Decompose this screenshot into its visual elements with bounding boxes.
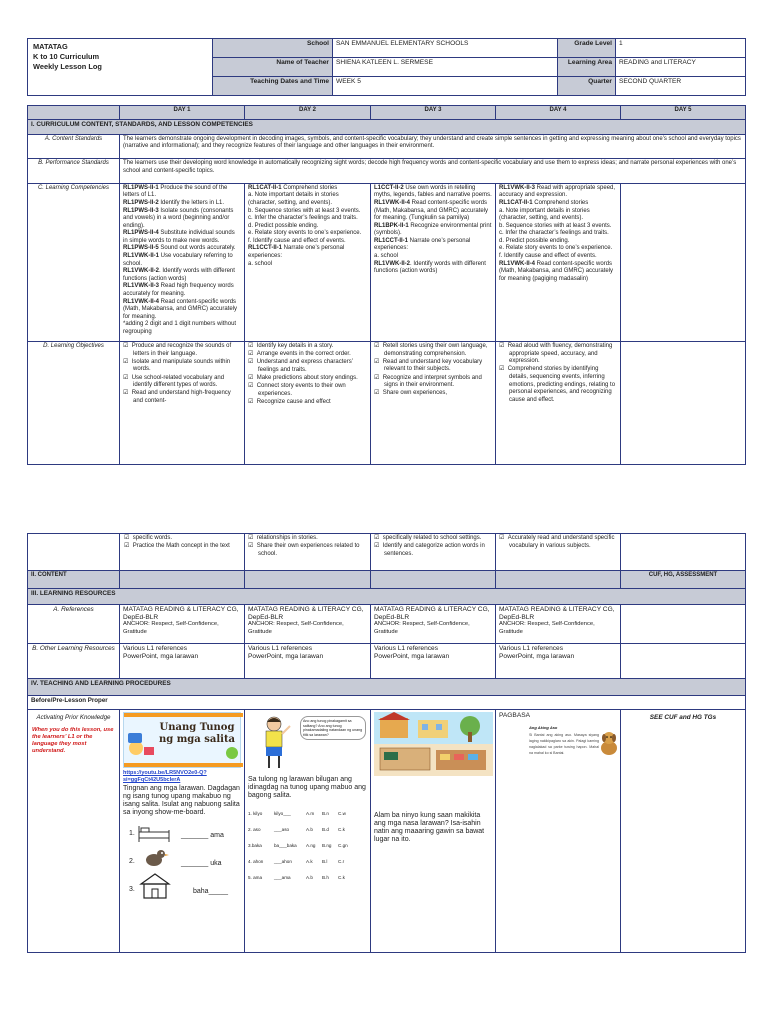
competency-item: RL1VWK-II-4 Read content-specific words (Math, Makabansa, and GMRC) accurately for meaning. (Tungkulin sa pamilya) <box>374 199 489 222</box>
exercise-cell: 5. ama <box>248 875 263 881</box>
competency-item: RL1VWK-II-4 Read content-specific words (Math, Makabansa, and GMRC) accurately for meaning (pagiging madasalin) <box>499 260 614 282</box>
quarter-value: SECOND QUARTER <box>616 77 746 96</box>
teacher-label: Name of Teacher <box>213 58 333 77</box>
house-icon <box>139 872 171 900</box>
activating-label-cell <box>28 710 120 953</box>
objectives-label: D. Learning Objectives <box>28 342 120 465</box>
competency-item: b. Sequence stories with at least 3 events. <box>499 222 612 229</box>
objective-item: ☑ Produce and recognize the sounds of letters in their language. <box>123 343 241 358</box>
exercise-cell: ___aso <box>274 827 290 833</box>
objective-item: ☑ Arrange events in the correct order. <box>248 351 367 359</box>
exercise-cell: 4. ahon <box>248 859 264 865</box>
quarter-label: Quarter <box>558 77 616 96</box>
exercise-cell: B.n <box>322 811 329 817</box>
dates-value: WEEK 5 <box>333 77 558 96</box>
content-standards-text: The learners demonstrate ongoing development in decoding images, symbols, and content-specific vocabulary; they understand and create simple sentences in getting and expressing meaning about one’s school and everyday topics (narrative and informational); and they recognize features of their language and other languages in their environment. <box>120 134 746 159</box>
competency-item: e. Relate story events to one’s experience. <box>499 245 613 252</box>
exercise-row <box>248 838 367 854</box>
competency-item: c. Infer the character’s feelings and traits. <box>248 215 358 222</box>
exercise-cell: A.b <box>306 827 313 833</box>
header-table <box>27 38 746 96</box>
competency-item: RL1PWS-II-3 Isolate sounds (consonants and vowels) in a word (beginning and/or ending). <box>123 207 234 229</box>
competency-item: RL1VWK-II-3 Read high frequency words accurately for meaning. <box>123 283 234 298</box>
day2-illustration <box>248 712 367 770</box>
exercise-cell: C.k <box>338 827 345 833</box>
competency-item: f. Identify cause and effect of events. <box>248 237 346 244</box>
day1-instructions: Tingnan ang mga larawan. Dagdagan ng isang tunog upang makabuo ng isang salita. Isulat ang nabuong salita sa inyong show-me-board. <box>123 785 240 817</box>
exercise-row <box>248 822 367 838</box>
objective-item: ☑ Connect story events to their own experiences. <box>248 383 367 398</box>
area-label: Learning Area <box>558 58 616 77</box>
objective-item: ☑ Isolate and manipulate sounds within words. <box>123 359 241 374</box>
objectives-day2 <box>245 342 371 465</box>
activity-day2 <box>245 710 371 953</box>
objective-item: ☑ specific words. <box>124 535 241 543</box>
competency-item: b. Sequence stories with at least 3 events. <box>248 207 361 214</box>
activity-day4 <box>496 710 621 953</box>
grade-label: Grade Level <box>558 39 616 58</box>
before-lesson-title: Before/Pre-Lesson Proper <box>28 695 746 709</box>
day1-header: DAY 1 <box>120 106 245 120</box>
exercise-cell: ___ama <box>274 875 291 881</box>
competency-item: d. Predict possible ending. <box>248 222 319 229</box>
objective-item: ☑ Retell stories using their own language, demonstrating comprehension. <box>374 343 492 358</box>
exercise-cell: C.r <box>338 859 345 865</box>
objective-item: ☑ Recognize and interpret symbols and signs in their environment. <box>374 375 492 390</box>
competency-item: RL1VWK-II-3 Read with appropriate speed, accuracy and expression. <box>499 184 616 199</box>
exercise-cell: ba___baka <box>274 843 297 849</box>
day4-header: DAY 4 <box>496 106 621 120</box>
exercise-row <box>248 870 367 886</box>
objective-item: ☑ Read and understand high-frequency and content- <box>123 390 241 405</box>
day2-instructions: Sa tulong ng larawan bilugan ang idinagdag na tunog upang mabuo ang bagong salita. <box>248 776 366 800</box>
references-day3: MATATAG READING & LITERACY CG, DepEd-BLR ANCHOR: Respect, Self-Confidence, Gratitude <box>371 605 496 644</box>
competency-item: RL1PWS-II-4 Substitute individual sounds in simple words to make new words. <box>123 230 235 244</box>
competencies-day4 <box>496 183 621 341</box>
activity-day3 <box>371 710 496 953</box>
other-resources-label: B. Other Learning Resources <box>28 644 120 679</box>
exercise-cell: B.d <box>322 827 329 833</box>
competency-item: RL1VWK-II-2. Identify words with different functions (action words) <box>123 268 235 282</box>
competency-item: c. Infer the character’s feelings and traits. <box>499 230 609 237</box>
video-link[interactable]: https://youtu.be/LR5NVO2e0-Q?si=ggFqCt42U5bcIerA <box>123 770 207 784</box>
objective-item: ☑ Use school-related vocabulary and identify different types of words. <box>123 375 241 390</box>
other-resources-day3: Various L1 references PowerPoint, mga larawan <box>371 644 496 679</box>
teacher-value: SHIENA KATLEEN L. SERMESE <box>333 58 558 77</box>
competency-item: RL1VWK-II-2. Identify words with different functions (action words) <box>374 260 486 275</box>
objectives-day4 <box>496 342 621 465</box>
objectives-day5 <box>621 342 746 465</box>
day2-exercise <box>248 806 367 886</box>
objective-item: ☑ Make predictions about story endings. <box>248 375 367 383</box>
competencies-day1 <box>120 183 245 341</box>
day3-instructions: Alam ba ninyo kung saan makikita ang mga nasa larawan? Isa-isahin natin ang maaaring gawin sa bawat lugar na ito. <box>374 812 485 844</box>
competency-item: RL1CCT-II-1 Narrate one’s personal experiences: <box>248 245 345 260</box>
area-value: READING and LITERACY <box>616 58 746 77</box>
exercise-cell: kilyo___ <box>274 811 291 817</box>
competency-item: *adding 2 digit and 1 digit numbers without regrouping <box>123 321 237 335</box>
objectives-cont-day4 <box>496 534 621 571</box>
exercise-cell: B.ng <box>322 843 332 849</box>
competency-item: a. school <box>248 260 273 267</box>
section-content-title: II. CONTENT <box>28 571 120 589</box>
exercise-cell: C.k <box>338 875 345 881</box>
other-resources-day4: Various L1 references PowerPoint, mga larawan <box>496 644 621 679</box>
item3-number: 3. <box>129 886 135 894</box>
l1-note: When you do this lesson, use the learners’ L1 or the language they most understand. <box>32 726 114 754</box>
dog-icon <box>597 730 621 758</box>
competency-item: L1CCT-II-2 Use own words in retelling myths, legends, fables and narrative poems. <box>374 184 492 199</box>
objective-item: ☑ Recognize cause and effect <box>248 399 367 407</box>
lesson-table-page1 <box>27 105 746 465</box>
day3-header: DAY 3 <box>371 106 496 120</box>
competency-item: f. Identify cause and effect of events. <box>499 253 597 260</box>
objective-item: ☑ Identify key details in a story. <box>248 343 367 351</box>
references-day2: MATATAG READING & LITERACY CG, DepEd-BLR ANCHOR: Respect, Self-Confidence, Gratitude <box>245 605 371 644</box>
objectives-cont-day1 <box>120 534 245 571</box>
day4-heading: PAGBASA <box>499 712 531 720</box>
day1-items <box>123 820 241 900</box>
content-day5: CUF, HG, ASSESSMENT <box>621 571 746 589</box>
exercise-cell: ___ahon <box>274 859 292 865</box>
item1-answer: _______ ama <box>181 832 224 840</box>
classroom-icon <box>374 712 493 776</box>
day2-header: DAY 2 <box>245 106 371 120</box>
cuf-hg-note: SEE CUF and HG TGs <box>649 714 717 722</box>
competency-item: RL1CAT-II-1 Comprehend stories <box>248 184 338 191</box>
objective-item: ☑ Understand and express characters’ feelings and traits. <box>248 359 367 374</box>
header-title: MATATAG K to 10 Curriculum Weekly Lesson Log <box>28 39 213 96</box>
exercise-cell: A.b <box>306 875 313 881</box>
exercise-row <box>248 854 367 870</box>
objectives-day1 <box>120 342 245 465</box>
other-resources-day2: Various L1 references PowerPoint, mga larawan <box>245 644 371 679</box>
exercise-cell: B.l <box>322 859 328 865</box>
objective-item: ☑ Read aloud with fluency, demonstrating appropriate speed, accuracy, and expression. <box>499 343 617 366</box>
competency-item: RL1PWS-II-5 Sound out words accurately. <box>123 245 236 252</box>
activity-day1 <box>120 710 245 953</box>
performance-standards-label: B. Performance Standards <box>28 159 120 184</box>
competency-item: RL1BPK-II-1 Recognize environmental print (symbols). <box>374 222 492 237</box>
exercise-cell: A.k <box>306 859 313 865</box>
lesson-table-page2 <box>27 533 746 953</box>
content-standards-label: A. Content Standards <box>28 134 120 159</box>
exercise-cell: C.w <box>338 811 346 817</box>
competencies-label: C. Learning Competencies <box>28 183 120 341</box>
objective-item: ☑ Practice the Math concept in the text <box>124 543 241 551</box>
objective-item: ☑ Read and understand key vocabulary relevant to their subjects. <box>374 359 492 374</box>
competency-item: RL1CAT-II-1 Comprehend stories <box>499 199 589 206</box>
competency-item: RL1PWS-II-2 Identify the letters in L1. <box>123 199 225 206</box>
objective-item: ☑ Share own experiences, <box>374 390 492 398</box>
competency-item: a. school <box>374 253 399 260</box>
competencies-day2 <box>245 183 371 341</box>
bed-icon <box>137 822 171 844</box>
competency-item: RL1VWK-II-4 Read content-specific words (Math, Makabansa, and GMRC) accurately for meaning. <box>123 298 238 320</box>
school-value: SAN EMMANUEL ELEMENTARY SCHOOLS <box>333 39 558 58</box>
section-resources-title: III. LEARNING RESOURCES <box>28 588 746 605</box>
activating-label: Activating Prior Knowledge <box>36 714 111 722</box>
competency-item: RL1CCT-II-1 Narrate one’s personal experiences: <box>374 237 471 252</box>
story-title: Ang Aking Aso <box>529 724 558 730</box>
references-label: A. References <box>28 605 120 644</box>
exercise-cell: A.ng <box>306 843 316 849</box>
competency-item: e. Relate story events to one’s experience. <box>248 230 362 237</box>
competency-item: a. Note important details in stories (character, setting, and events). <box>248 192 339 206</box>
day5-header: DAY 5 <box>621 106 746 120</box>
competency-item: RL1PWS-II-1 Produce the sound of the letters of L1. <box>123 184 228 199</box>
exercise-cell: A.m <box>306 811 315 817</box>
competency-item: a. Note important details in stories (character, setting, and events). <box>499 207 590 222</box>
competencies-day5 <box>621 183 746 341</box>
objective-item: ☑ Accurately read and understand specific vocabulary in various subjects. <box>499 535 617 550</box>
performance-standards-text: The learners use their developing word knowledge in automatically recognizing sight words; decode high frequency words and content-specific vocabulary and use them to express ideas; and narrate personal experiences with one’s school and content-specific topics. <box>120 159 746 184</box>
unang-tunog-banner <box>123 712 241 768</box>
competency-item: RL1VWK-II-1 Use vocabulary referring to school. <box>123 253 233 267</box>
boy-icon <box>254 714 294 770</box>
objectives-cont-day3 <box>371 534 496 571</box>
objectives-cont-day2 <box>245 534 371 571</box>
exercise-row <box>248 806 367 822</box>
story-text: Si Bantai ang aking aso. Masaya siyang laging nakikipaglaro sa akin. Palagi kaming naglalakad sa parke tuwing hapon. Mahal na mahal ko si Bantai. <box>529 732 599 755</box>
objectives-day3 <box>371 342 496 465</box>
banner-title: Unang Tunog ng mga salita <box>158 722 236 746</box>
references-day4: MATATAG READING & LITERACY CG, DepEd-BLR ANCHOR: Respect, Self-Confidence, Gratitude <box>496 605 621 644</box>
exercise-cell: 1. kilyo <box>248 811 263 817</box>
objective-item: ☑ Share their own experiences related to school. <box>248 543 367 558</box>
references-day1: MATATAG READING & LITERACY CG, DepEd-BLR ANCHOR: Respect, Self-Confidence, Gratitude <box>120 605 245 644</box>
exercise-cell: 2. aso <box>248 827 261 833</box>
item2-number: 2. <box>129 858 135 866</box>
school-label: School <box>213 39 333 58</box>
grade-value: 1 <box>616 39 746 58</box>
item1-number: 1. <box>129 830 135 838</box>
item3-answer: baha_____ <box>193 888 229 896</box>
objective-item: ☑ Identify and categorize action words in sentences. <box>374 543 492 558</box>
exercise-cell: C.gn <box>338 843 348 849</box>
dates-label: Teaching Dates and Time <box>213 77 333 96</box>
speech-bubble: Ano ang tunog pinakagamit sa salitang? Ano ang tunog pinakamadaling natandaan ng unang titik sa larawan? <box>300 716 366 740</box>
objective-item: ☑ relationships in stories. <box>248 535 367 543</box>
exercise-cell: B.h <box>322 875 329 881</box>
exercise-cell: 3.baka <box>248 843 262 849</box>
activity-day5 <box>621 710 746 953</box>
objective-item: ☑ specifically related to school settings. <box>374 535 492 543</box>
other-resources-day1: Various L1 references PowerPoint, mga larawan <box>120 644 245 679</box>
section-curriculum-title: I. CURRICULUM CONTENT, STANDARDS, AND LESSON COMPETENCIES <box>28 120 746 134</box>
competency-item: d. Predict possible ending. <box>499 237 570 244</box>
item2-answer: _______ uka <box>181 860 222 868</box>
bird-icon <box>139 846 169 870</box>
objective-item: ☑ Comprehend stories by identifying details, sequencing events, inferring emotions, predicting endings, relating to personal experiences, and recognizing cause and effect. <box>499 366 617 404</box>
story-area <box>499 720 617 825</box>
section-procedures-title: IV. TEACHING AND LEARNING PROCEDURES <box>28 679 746 696</box>
competencies-day3 <box>371 183 496 341</box>
